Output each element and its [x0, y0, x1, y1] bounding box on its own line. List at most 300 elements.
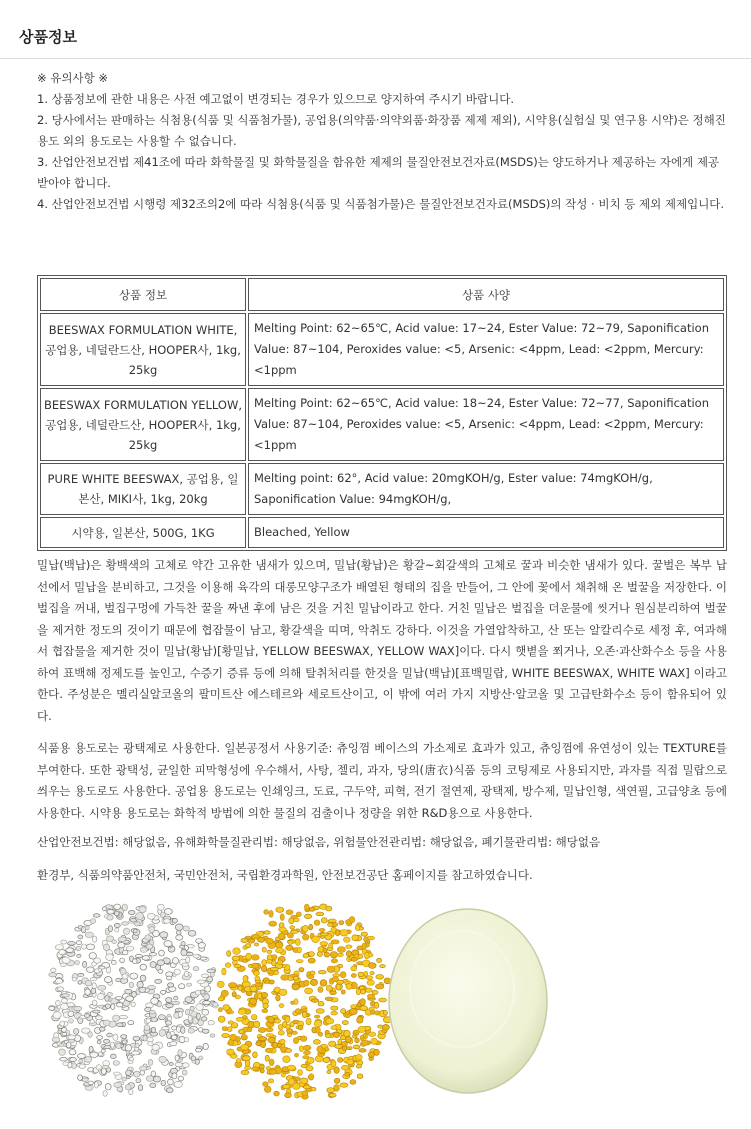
pellet: [297, 947, 301, 953]
pellet: [98, 1052, 102, 1056]
product-info-cell: PURE WHITE BEESWAX, 공업용, 일본산, MIKI사, 1kg, 20kg: [40, 463, 246, 515]
pellet: [327, 1070, 331, 1073]
pellet: [311, 1087, 316, 1091]
pellet: [182, 1070, 187, 1075]
pellet: [280, 1039, 285, 1044]
pellet: [57, 987, 63, 991]
pellet: [129, 982, 134, 988]
pellet: [358, 954, 363, 959]
pellet: [337, 947, 345, 953]
pellet: [375, 1011, 380, 1015]
pellet: [309, 1074, 314, 1080]
white-beeswax-pellets-image: [42, 897, 222, 1102]
pellet: [98, 985, 106, 990]
pellet: [182, 1063, 189, 1068]
pellet: [86, 967, 94, 973]
pellet: [251, 1014, 257, 1019]
pellet: [188, 1015, 192, 1021]
pellet: [236, 1017, 244, 1021]
pellet: [264, 910, 269, 915]
pellet: [195, 1059, 199, 1064]
pellet: [166, 976, 172, 980]
title-divider: [0, 58, 751, 59]
pellet: [100, 1027, 106, 1031]
pellet: [96, 1065, 101, 1070]
pellet: [132, 991, 137, 997]
pellet: [129, 1090, 133, 1095]
pellet: [330, 991, 337, 995]
pellet: [190, 1006, 194, 1011]
pellet: [159, 1056, 167, 1062]
pellet: [169, 1062, 173, 1065]
pellet: [79, 1064, 85, 1069]
pellet: [329, 1093, 336, 1097]
pellet: [174, 996, 178, 1000]
pellet: [308, 952, 314, 957]
pellet: [202, 1029, 209, 1033]
pellet: [122, 1040, 127, 1044]
pellet: [266, 1034, 274, 1037]
pellet: [304, 980, 309, 986]
pellet: [188, 1028, 194, 1033]
pellet: [176, 930, 181, 935]
pellet: [260, 1069, 264, 1073]
pellet: [167, 983, 173, 987]
pellet: [355, 1054, 362, 1060]
pellet: [186, 983, 191, 986]
pellet: [181, 942, 185, 946]
spec-table: [37, 275, 727, 551]
pellet: [82, 1028, 90, 1033]
pellet: [222, 1034, 230, 1038]
pellet: [241, 1044, 249, 1050]
pellet: [246, 953, 252, 959]
pellet: [275, 942, 283, 948]
pellet: [108, 926, 112, 932]
pellet: [146, 1076, 154, 1082]
pellet: [93, 914, 100, 918]
pellet: [105, 1004, 110, 1009]
pellet: [238, 1009, 246, 1015]
pellet: [364, 937, 368, 942]
pellet: [340, 930, 348, 937]
pellet: [350, 1080, 356, 1085]
pellet: [60, 1021, 65, 1026]
pellet: [85, 981, 92, 986]
pellet: [303, 1056, 309, 1059]
pellet: [281, 975, 289, 981]
pellet: [324, 952, 329, 957]
pellet: [283, 1056, 290, 1063]
pellet: [328, 923, 333, 927]
pellet: [279, 989, 287, 996]
pellet: [330, 952, 337, 958]
pellet: [133, 959, 138, 964]
pellet: [326, 985, 332, 991]
pellet: [353, 1045, 360, 1049]
pellet: [331, 1006, 338, 1010]
pure-white-beeswax-disc-image: [384, 897, 564, 1102]
pellet: [264, 931, 270, 935]
pellet: [318, 1001, 324, 1006]
pellet: [302, 934, 309, 940]
pellet: [221, 990, 228, 996]
pellet: [90, 919, 95, 924]
pellet: [327, 1088, 335, 1093]
pellet: [105, 977, 112, 983]
pellet: [69, 1039, 75, 1043]
pellet: [76, 946, 81, 951]
pellet: [344, 937, 351, 943]
pellet: [313, 1040, 320, 1045]
notice-heading: ※ 유의사항 ※: [37, 71, 109, 85]
pellet: [269, 1069, 277, 1074]
pellet: [278, 933, 285, 940]
pellet: [293, 976, 299, 980]
pellet: [174, 969, 180, 975]
pellet: [68, 1035, 76, 1040]
pellet: [254, 1021, 260, 1028]
pellet: [267, 950, 272, 953]
pellet: [97, 1036, 103, 1040]
pellet: [254, 943, 258, 946]
pellet: [299, 1046, 303, 1052]
pellet: [269, 921, 277, 926]
pellet: [355, 1038, 360, 1043]
pellet: [276, 907, 284, 912]
pellet: [369, 1032, 376, 1037]
pellet: [129, 1057, 133, 1061]
pellet: [191, 1056, 196, 1061]
pellet: [321, 918, 327, 923]
pellet: [336, 985, 341, 990]
pellet: [309, 924, 313, 930]
pellet: [352, 935, 359, 941]
reference-paragraph: 환경부, 식품의약품안전처, 국민안전처, 국립환경과학원, 안전보건공단 홈페이지를 참고하였습니다.: [37, 868, 533, 882]
pellet: [167, 1088, 174, 1093]
pellet: [334, 1078, 340, 1083]
pellet: [68, 942, 76, 946]
pellet: [257, 937, 264, 942]
pellet: [104, 1039, 110, 1043]
pellet: [308, 958, 315, 963]
pellet: [303, 954, 309, 959]
pellet: [319, 928, 325, 931]
pellet: [302, 925, 308, 932]
pellet: [91, 988, 96, 993]
pellet: [285, 1093, 292, 1098]
yellow-pellets-pile: [217, 904, 391, 1099]
pellet: [360, 999, 366, 1006]
notice-item-3: 3. 산업안전보건법 제41조에 따라 화학물질 및 화학물질을 함유한 제제의 물질안전보건자료(MSDS)는 양도하거나 제공하는 자에게 제공받아야 합니다.: [37, 155, 720, 190]
pellet: [159, 950, 165, 956]
pellet: [203, 1001, 211, 1005]
pellet: [331, 1011, 338, 1015]
pellet: [347, 1059, 354, 1064]
pellet: [145, 935, 151, 940]
pellet: [325, 1034, 331, 1038]
pellet: [107, 915, 113, 920]
pellet: [146, 1018, 150, 1023]
pellet: [97, 1040, 101, 1044]
pellet: [147, 913, 155, 919]
pellet: [351, 957, 357, 961]
pellet: [102, 1065, 108, 1068]
pellet: [74, 1006, 82, 1010]
pellet: [113, 1034, 118, 1040]
pellet: [90, 1020, 94, 1024]
pellet: [222, 968, 226, 975]
pellet: [326, 906, 332, 911]
pellet: [181, 1027, 185, 1034]
pellet: [172, 918, 177, 923]
pellet: [268, 1037, 276, 1043]
pellet: [66, 948, 74, 953]
pellet: [90, 1052, 98, 1058]
pellet: [290, 926, 295, 929]
pellet: [140, 964, 147, 970]
wax-disc: [389, 909, 547, 1093]
pellet: [229, 983, 237, 988]
pellet: [128, 1021, 134, 1025]
pellet: [82, 944, 87, 949]
pellet: [276, 948, 284, 953]
pellet: [361, 932, 368, 936]
pellet: [170, 1042, 177, 1046]
pellet: [369, 963, 377, 969]
pellet: [320, 942, 328, 946]
pellet: [113, 1061, 119, 1066]
pellet: [351, 966, 357, 971]
pellet: [262, 1009, 268, 1013]
product-info-cell: BEESWAX FORMULATION WHITE, 공업용, 네덜란드산, HOOPER사, 1kg, 25kg: [40, 313, 246, 386]
pellet: [148, 1059, 153, 1065]
pellet: [149, 926, 155, 932]
pellet: [248, 939, 255, 943]
pellet: [77, 1054, 85, 1059]
pellet: [59, 1044, 64, 1047]
pellet: [125, 1084, 131, 1090]
pellet: [166, 997, 172, 1002]
pellet: [278, 1031, 284, 1036]
pellet: [107, 992, 113, 996]
pellet: [170, 1031, 175, 1035]
pellet: [120, 958, 125, 963]
pellet: [236, 1059, 241, 1063]
pellet: [175, 1055, 179, 1061]
pellet: [148, 1042, 154, 1046]
pellet: [302, 1091, 308, 1096]
pellet: [287, 1065, 295, 1070]
white-pellets-pile: [49, 904, 219, 1096]
regulation-paragraph: 산업안전보건법: 해당없음, 유해화학물질관리법: 해당없음, 위험물안전관리법: 해당없음, 폐기물관리법: 해당없음: [37, 835, 601, 849]
pellet: [251, 955, 259, 961]
pellet: [341, 1009, 346, 1014]
pellet: [285, 1016, 290, 1022]
pellet: [159, 1030, 166, 1037]
pellet: [115, 997, 122, 1000]
pellet: [291, 915, 297, 919]
pellet: [146, 944, 153, 949]
pellet: [52, 1037, 60, 1042]
pellet: [252, 1067, 259, 1071]
pellet: [60, 1057, 68, 1061]
pellet: [233, 948, 241, 955]
pellet: [157, 904, 164, 910]
pellet: [49, 973, 57, 977]
pellet: [312, 936, 320, 943]
pellet: [249, 998, 256, 1004]
pellet: [292, 984, 300, 990]
pellet: [314, 1015, 320, 1018]
pellet: [228, 1027, 233, 1032]
pellet: [92, 1000, 97, 1006]
pellet: [150, 962, 156, 968]
table-row: [40, 313, 724, 386]
pellet: [198, 1020, 204, 1026]
pellet: [126, 1070, 132, 1075]
table-row: [40, 517, 724, 548]
pellet: [316, 912, 324, 916]
pellet: [218, 1008, 222, 1012]
pellet: [121, 1035, 127, 1039]
pellet: [161, 990, 166, 994]
pellet: [196, 1013, 200, 1020]
pellet: [125, 989, 132, 994]
pellet: [78, 981, 82, 985]
pellet: [295, 1053, 299, 1057]
pellet: [155, 979, 162, 983]
pellet: [276, 995, 281, 1001]
pellet: [222, 1027, 228, 1031]
pellet: [122, 974, 128, 979]
pellet: [337, 953, 343, 956]
pellet: [255, 976, 260, 981]
pellet: [265, 1048, 272, 1052]
pellet: [253, 1052, 258, 1058]
pellet: [361, 989, 366, 994]
pellet: [376, 984, 384, 989]
pellet: [316, 1009, 324, 1014]
pellet: [241, 938, 248, 942]
pellet: [122, 904, 127, 911]
pellet: [63, 1062, 68, 1066]
pellet: [151, 998, 159, 1005]
pellet: [107, 1033, 113, 1037]
pellet: [62, 1032, 67, 1035]
pellet: [78, 973, 84, 976]
pellet: [207, 977, 213, 982]
pellet: [114, 1072, 121, 1075]
pellet: [111, 1004, 115, 1010]
pellet: [318, 970, 326, 974]
pellet: [360, 1006, 368, 1011]
pellet: [278, 960, 283, 965]
pellet: [53, 1012, 61, 1019]
pellet: [269, 910, 273, 917]
pellet: [74, 1029, 79, 1035]
pellet: [51, 968, 56, 972]
pellet: [350, 1008, 358, 1014]
pellet: [142, 956, 150, 960]
pellet: [338, 1039, 342, 1044]
pellet: [302, 1012, 307, 1018]
pellet: [137, 981, 143, 988]
pellet: [104, 1046, 111, 1049]
pellet: [293, 1038, 298, 1044]
pellet: [193, 967, 199, 971]
pellet: [196, 1048, 202, 1052]
pellet: [119, 1015, 127, 1018]
pellet: [278, 1044, 282, 1048]
pellet: [266, 1066, 271, 1070]
pellet: [227, 951, 231, 957]
pellet: [296, 1077, 300, 1081]
pellet: [340, 1083, 348, 1087]
product-info-cell: BEESWAX FORMULATION YELLOW, 공업용, 네덜란드산, HOOPER사, 1kg, 25kg: [40, 388, 246, 461]
pellet: [114, 1082, 122, 1087]
pellet: [239, 1030, 243, 1034]
pellet: [331, 940, 339, 944]
pellet: [172, 958, 178, 965]
pellet: [175, 924, 183, 931]
pellet: [117, 1023, 124, 1027]
page-title: 상품정보: [19, 28, 77, 46]
pellet: [360, 1035, 364, 1041]
pellet: [175, 1062, 182, 1066]
pellet: [183, 926, 189, 931]
pellet: [114, 923, 120, 927]
pellet: [264, 1086, 271, 1093]
pellet: [265, 1055, 269, 1061]
pellet: [286, 1049, 292, 1053]
pellet: [68, 1062, 72, 1068]
header-product-info: 상품 정보: [40, 278, 246, 311]
pellet: [86, 944, 94, 950]
pellet: [253, 971, 259, 976]
pellet: [176, 935, 183, 940]
pellet: [306, 1066, 313, 1071]
pellet: [93, 936, 97, 942]
pellet: [317, 952, 323, 957]
pellet: [286, 910, 293, 915]
pellet: [335, 930, 340, 936]
pellet: [307, 975, 314, 979]
pellet: [225, 963, 231, 968]
pellet: [160, 932, 168, 938]
pellet: [296, 960, 303, 963]
pellet: [346, 945, 352, 949]
pellet: [123, 928, 130, 934]
product-spec-cell: Bleached, Yellow: [248, 517, 724, 548]
pellet: [241, 1070, 249, 1074]
pellet: [111, 960, 116, 964]
description-paragraph: 밀납(백납)은 황백색의 고체로 약간 고유한 냄새가 있으며, 밀납(황납)은 황갈~회갈색의 고체로 꿀과 비슷한 냄새가 있다. 꿀벌은 복부 납선에서 밀납을 분비하고, 그것을 이용해 육각의 대롱모양구조가 배열된 형태의 집을 만들어, 그 안에 꽃에서 채취해 온 벌꿀을 저장한다. 이 벌집을 꺼내, 벌집구멍에 가득찬 꿀을 짜낸 후에 남은 것을 거친 밀납이라고 한다. 거친 밀납은 벌집을 더운물에 씻거나 원심분리하여 벌꿀을 제거한 정도의 것이기 때문에 협잡물이 남고, 황갈색을 띠며, 악취도 강하다. 이것을 가열압착하고, 산 또는 알칼리수로 세정 후, 여과해서 협잡물을 제거한 것이 밀납(황납)[황밀납, YELLOW BEESWAX, YELLOW WAX]이다. 다시 햇볕을 쬐거나, 오존·과산화수소 등을 사용하여 표백해 정제도를 높인고, 수증기 증류 등에 의해 탈취처리를 한것을 밀납(백납)[표백밀랍, WHITE BEESWAX, WHITE WAX] 이라고 한다. 주성분은 멜리실알코올의 팔미트산 에스테르와 세로트산이고, 이 밖에 여러 가지 지방산·알코올 및 고급탄화수소 등이 함유되어 있다.: [37, 558, 727, 723]
pellet: [150, 1083, 156, 1088]
pellet: [103, 1091, 107, 1097]
notice-item-4: 4. 산업안전보건법 시행령 제32조의2에 따라 식첨용(식품 및 식품첨가물)은 물질안전보건자료(MSDS)의 작성 · 비치 등 제외 제제입니다.: [37, 197, 725, 211]
pellet: [164, 941, 172, 947]
pellet: [281, 1073, 285, 1077]
pellet: [345, 1072, 350, 1076]
pellet: [162, 1027, 170, 1030]
pellet: [286, 945, 294, 950]
pellet: [186, 957, 190, 963]
pellet: [153, 1076, 160, 1082]
pellet: [166, 1020, 172, 1025]
pellet: [94, 958, 101, 963]
pellet: [268, 1079, 273, 1083]
